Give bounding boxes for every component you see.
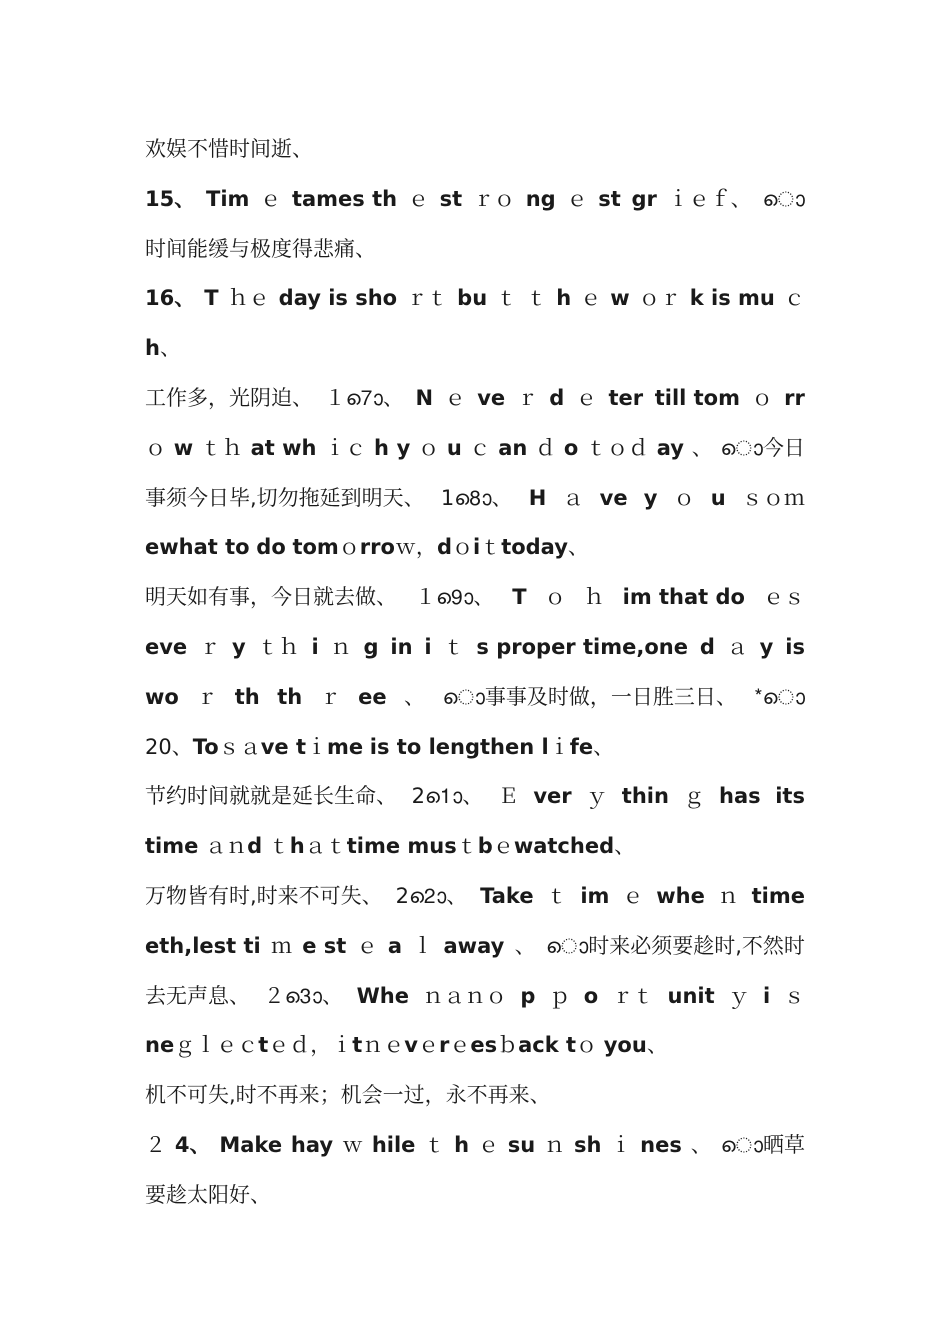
- text-segment: 22ൊ、: [395, 883, 468, 908]
- text-segment: ee: [358, 684, 387, 709]
- text-segment: 万物皆有时,时来不可失、: [145, 883, 383, 908]
- text-segment: a: [387, 933, 403, 958]
- text-segment: d: [549, 385, 565, 410]
- text-segment: e st: [302, 933, 347, 958]
- text-segment: ewhat to: [145, 535, 250, 560]
- text-segment: ｌ: [412, 933, 434, 958]
- text-segment: ｅ: [418, 1033, 439, 1058]
- text-segment: eth,lest ti: [145, 933, 261, 958]
- text-segment: Tim: [206, 186, 250, 211]
- text-segment: st: [439, 186, 463, 211]
- text-segment: sh: [573, 1132, 602, 1157]
- text-segment: h: [373, 435, 389, 460]
- text-segment: its: [775, 784, 805, 809]
- text-segment: ack t: [518, 1033, 577, 1058]
- text-segment: is: [785, 634, 805, 659]
- text-segment: th: [277, 684, 303, 709]
- text-segment: T: [204, 286, 219, 311]
- text-segment: i: [424, 634, 432, 659]
- text-segment: 、: [691, 435, 713, 460]
- text-segment: ng: [525, 186, 556, 211]
- text-segment: ａ: [726, 634, 748, 659]
- text-segment: ｉ: [610, 1132, 632, 1157]
- text-line: [145, 723, 805, 773]
- text-segment: ｓｏｍ: [741, 485, 805, 510]
- text-segment: 要趁太阳好、: [145, 1182, 271, 1207]
- text-segment: 事须今日毕,切勿拖延到明天、: [145, 485, 425, 510]
- text-segment: i: [763, 983, 771, 1008]
- text-segment: ２3ൊ、: [263, 983, 343, 1008]
- text-segment: y: [231, 634, 246, 659]
- text-segment: ｗ: [341, 1132, 363, 1157]
- text-segment: ｒ: [199, 634, 221, 659]
- text-segment: １9ൊ、: [415, 585, 495, 610]
- text-segment: wo: [145, 684, 179, 709]
- text-segment: ter: [608, 385, 644, 410]
- text-line: [145, 1021, 805, 1071]
- text-segment: ｙ: [586, 784, 608, 809]
- text-segment: i: [311, 634, 319, 659]
- text-segment: ｍ: [271, 933, 292, 958]
- text-segment: ne: [145, 1033, 175, 1058]
- text-segment: ｔ: [480, 535, 502, 560]
- text-segment: ｅ: [444, 385, 466, 410]
- text-segment: 、: [593, 734, 615, 759]
- text-segment: th: [234, 684, 260, 709]
- text-segment: u: [446, 435, 462, 460]
- text-segment: ｐ: [549, 983, 571, 1008]
- text-segment: im: [580, 883, 610, 908]
- text-segment: ｒ: [516, 385, 538, 410]
- text-segment: time mus: [346, 834, 457, 859]
- text-segment: day is sho: [278, 286, 398, 311]
- text-segment: d: [247, 834, 263, 859]
- text-segment: 16、: [145, 286, 196, 311]
- text-segment: o: [563, 435, 579, 460]
- text-segment: ｉ: [548, 734, 570, 759]
- text-line: [145, 175, 805, 225]
- text-segment: ｂ: [497, 1033, 519, 1058]
- text-segment: ｔ: [496, 286, 518, 311]
- text-segment: ｒｔ: [406, 286, 449, 311]
- text-segment: ｈ: [583, 585, 605, 610]
- text-segment: eve: [145, 634, 188, 659]
- text-segment: [363, 735, 370, 759]
- text-line: [145, 324, 805, 374]
- text-segment: es: [470, 1033, 498, 1058]
- text-segment: h: [289, 834, 305, 859]
- text-segment: ｃ: [469, 435, 491, 460]
- text-segment: away: [443, 933, 505, 958]
- text-segment: ｉｅｆ、: [667, 186, 752, 211]
- text-segment: ｉｃ: [324, 435, 367, 460]
- text-segment: gr: [631, 186, 657, 211]
- text-segment: i: [472, 535, 481, 560]
- text-segment: ve: [477, 385, 506, 410]
- text-segment: im that do: [622, 585, 745, 610]
- text-segment: 、: [567, 535, 589, 560]
- text-segment: ｔ: [546, 883, 568, 908]
- text-segment: ｎｅ: [362, 1033, 405, 1058]
- text-segment: T: [512, 585, 527, 610]
- text-line: [145, 573, 805, 623]
- text-segment: ｏ: [338, 535, 360, 560]
- text-segment: ｔｈ: [200, 435, 243, 460]
- text-segment: till tom: [654, 385, 740, 410]
- text-segment: ２: [145, 1132, 166, 1157]
- text-segment: ൊ晒草: [720, 1132, 805, 1157]
- text-segment: ｏ: [145, 435, 166, 460]
- text-segment: me: [326, 734, 364, 759]
- text-segment: do: [256, 535, 286, 560]
- text-segment: N: [415, 385, 434, 410]
- text-segment: 明天如有事，今日就去做、: [145, 585, 397, 610]
- text-segment: ൊ时来必须要趁时,不然时: [545, 933, 805, 958]
- text-segment: t: [352, 1033, 363, 1058]
- text-segment: 、: [514, 933, 536, 958]
- text-segment: b: [477, 834, 493, 859]
- text-segment: rr: [784, 385, 805, 410]
- text-segment: ｓ: [783, 983, 805, 1008]
- text-segment: ａｎ: [205, 834, 248, 859]
- text-segment: ൊ: [762, 186, 805, 211]
- text-segment: ｔｈ: [257, 634, 300, 659]
- text-segment: 去无声息、: [145, 983, 250, 1008]
- text-segment: st: [598, 186, 621, 211]
- text-segment: su: [507, 1132, 536, 1157]
- text-segment: 4、: [174, 1132, 211, 1157]
- text-segment: ｒｏ: [472, 186, 515, 211]
- text-segment: h: [454, 1132, 470, 1157]
- text-segment: y: [643, 485, 658, 510]
- text-line: [145, 374, 805, 424]
- text-segment: ver: [533, 784, 572, 809]
- text-line: [145, 1121, 805, 1171]
- text-segment: p: [520, 983, 536, 1008]
- text-segment: ｅ: [492, 834, 514, 859]
- text-segment: s proper time,one: [476, 634, 688, 659]
- text-line: [145, 623, 805, 673]
- text-segment: ｅ: [356, 933, 378, 958]
- text-segment: ｏ: [451, 535, 473, 560]
- text-segment: w: [173, 435, 194, 460]
- text-segment: ｏｒ: [638, 286, 681, 311]
- text-segment: Take: [480, 883, 534, 908]
- text-segment: 18ൊ、: [440, 485, 513, 510]
- text-segment: ｒｔ: [611, 983, 654, 1008]
- text-line: [145, 424, 805, 474]
- text-segment: ｅ: [580, 286, 602, 311]
- text-segment: tames th: [291, 186, 398, 211]
- text-segment: 机不可失,时不再来；机会一过，永不再来、: [145, 1083, 551, 1108]
- text-segment: ｔ: [424, 1132, 446, 1157]
- text-segment: thin: [621, 784, 669, 809]
- text-segment: whe: [656, 883, 705, 908]
- text-segment: hay: [290, 1132, 334, 1157]
- text-segment: h: [556, 286, 572, 311]
- text-segment: ｅ: [477, 1132, 499, 1157]
- document-body: [145, 125, 805, 1221]
- text-segment: ｎ: [330, 634, 352, 659]
- text-segment: y: [396, 435, 411, 460]
- text-segment: today: [501, 535, 568, 560]
- text-segment: o: [583, 983, 599, 1008]
- text-segment: fe: [569, 734, 594, 759]
- text-segment: 、: [646, 1033, 668, 1058]
- text-segment: y: [759, 634, 774, 659]
- text-segment: ｏ: [751, 385, 773, 410]
- text-segment: d: [699, 634, 715, 659]
- text-segment: t: [258, 1033, 269, 1058]
- text-segment: ｇｌｅｃ: [174, 1033, 259, 1058]
- text-segment: ｗ，: [394, 535, 437, 560]
- text-segment: ｔ: [526, 286, 548, 311]
- text-segment: ｏ: [673, 485, 695, 510]
- text-segment: ｅ: [407, 186, 429, 211]
- text-segment: 21ൊ、: [411, 784, 484, 809]
- text-segment: ｔｏｄ: [586, 435, 649, 460]
- text-segment: time: [145, 834, 199, 859]
- text-segment: nes: [640, 1132, 682, 1157]
- text-segment: ve: [599, 485, 628, 510]
- text-segment: ｏ: [576, 1033, 598, 1058]
- text-segment: H: [528, 485, 547, 510]
- text-segment: ｎ: [717, 883, 739, 908]
- text-segment: ｃ: [783, 286, 805, 311]
- text-segment: ｅｄ，ｉ: [268, 1033, 353, 1058]
- text-segment: bu: [457, 286, 488, 311]
- text-segment: ൊ事事及时做，一日胜三日、: [442, 684, 737, 709]
- text-segment: u: [710, 485, 726, 510]
- text-segment: watched: [513, 834, 615, 859]
- text-segment: hile: [371, 1132, 416, 1157]
- text-segment: r: [439, 1033, 450, 1058]
- text-segment: ve t: [260, 734, 306, 759]
- text-segment: is to lengthen l: [369, 734, 549, 759]
- text-segment: rro: [359, 535, 395, 560]
- text-segment: [597, 1033, 604, 1057]
- text-segment: １7ൊ、: [324, 385, 404, 410]
- text-segment: ｔ: [456, 834, 478, 859]
- text-segment: To: [192, 734, 219, 759]
- text-segment: w: [610, 286, 630, 311]
- text-segment: ｒ: [319, 684, 341, 709]
- text-segment: ｇ: [683, 784, 705, 809]
- text-segment: 时间能缓与极度得悲痛、: [145, 236, 376, 261]
- text-segment: ｔ: [268, 834, 290, 859]
- text-segment: ｎａｎｏ: [422, 983, 507, 1008]
- text-line: [145, 1171, 805, 1221]
- text-line: [145, 1071, 805, 1121]
- text-segment: in: [390, 634, 413, 659]
- text-segment: Ｅ: [497, 784, 519, 809]
- text-segment: ｏ: [544, 585, 566, 610]
- text-segment: h: [145, 336, 160, 361]
- text-segment: ｈｅ: [227, 286, 270, 311]
- text-segment: has: [719, 784, 761, 809]
- text-line: [145, 225, 805, 275]
- text-segment: v: [404, 1033, 418, 1058]
- text-line: [145, 673, 805, 723]
- text-segment: unit: [667, 983, 715, 1008]
- text-segment: ｓａ: [218, 734, 261, 759]
- text-segment: 节约时间就就是延长生命、: [145, 784, 397, 809]
- text-segment: time: [751, 883, 805, 908]
- text-segment: 、: [159, 336, 181, 361]
- text-segment: [262, 834, 269, 858]
- text-segment: 20、: [145, 734, 193, 759]
- text-line: [145, 922, 805, 972]
- text-line: [145, 274, 805, 324]
- text-segment: ｏ: [418, 435, 440, 460]
- text-segment: ｎ: [544, 1132, 566, 1157]
- text-segment: k is mu: [689, 286, 775, 311]
- text-segment: ａｔ: [304, 834, 347, 859]
- text-line: [145, 474, 805, 524]
- text-segment: ｄ: [535, 435, 557, 460]
- text-segment: 、: [404, 684, 426, 709]
- text-line: [145, 972, 805, 1022]
- text-segment: ｅ: [449, 1033, 471, 1058]
- text-segment: ｅ: [575, 385, 597, 410]
- text-segment: 工作多，光阴迫、: [145, 385, 313, 410]
- text-line: [145, 822, 805, 872]
- text-segment: ｒ: [196, 684, 218, 709]
- text-segment: 、: [690, 1132, 712, 1157]
- text-segment: an: [498, 435, 528, 460]
- text-segment: tom: [292, 535, 339, 560]
- text-segment: ൊ今日: [720, 435, 805, 460]
- text-segment: ｅ: [566, 186, 588, 211]
- text-segment: 15、: [145, 186, 196, 211]
- text-segment: 、: [614, 834, 636, 859]
- text-segment: ｅ: [622, 883, 644, 908]
- text-segment: Make: [219, 1132, 283, 1157]
- text-segment: ａ: [562, 485, 584, 510]
- text-segment: *ൊ: [754, 684, 805, 709]
- text-segment: ｔ: [443, 634, 465, 659]
- text-line: [145, 523, 805, 573]
- text-line: [145, 125, 805, 175]
- text-segment: you: [603, 1033, 647, 1058]
- text-segment: ｅ: [260, 186, 282, 211]
- text-segment: ｙ: [728, 983, 750, 1008]
- text-segment: g: [363, 634, 379, 659]
- text-segment: 欢娱不惜时间逝、: [145, 137, 313, 161]
- text-segment: ｅｓ: [763, 585, 805, 610]
- text-segment: d: [436, 535, 452, 560]
- text-segment: ay: [656, 435, 684, 460]
- text-segment: Whe: [356, 983, 409, 1008]
- text-line: [145, 872, 805, 922]
- text-segment: ｉ: [305, 734, 327, 759]
- text-line: [145, 772, 805, 822]
- text-segment: at wh: [250, 435, 317, 460]
